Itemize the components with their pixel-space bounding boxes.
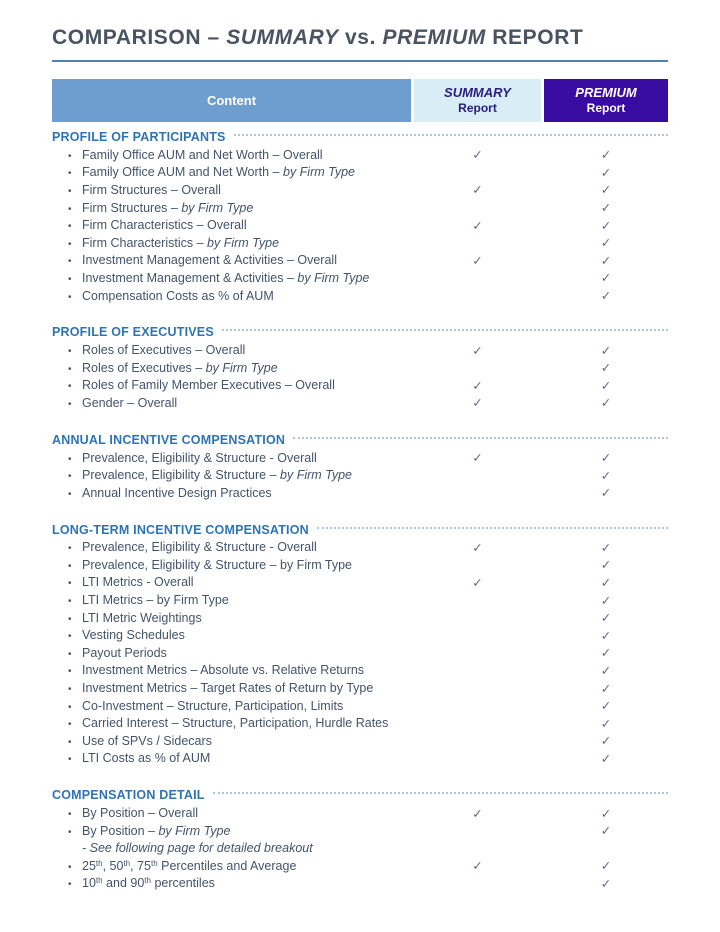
sections	[52, 128, 668, 892]
row-label	[52, 540, 411, 554]
row-text-segment: by Firm Type	[158, 823, 231, 838]
row-text-segment: Firm Structures – Overall	[82, 182, 221, 197]
row-text-segment: Co-Investment – Structure, Participation, Limits	[82, 698, 344, 713]
premium-check-cell	[544, 270, 668, 285]
checkmark-icon: ✓	[600, 574, 612, 590]
checkmark-icon: ✓	[600, 680, 612, 696]
summary-check-cell	[414, 343, 541, 358]
table-row	[52, 199, 668, 217]
premium-check-cell	[544, 681, 668, 696]
row-label	[52, 593, 411, 607]
table-row	[52, 662, 668, 680]
premium-check-cell	[544, 182, 668, 197]
row-text-segment: Use of SPVs / Sidecars	[82, 733, 212, 748]
table-row	[52, 679, 668, 697]
premium-check-cell	[544, 858, 668, 873]
premium-header-label: PREMIUM	[575, 84, 637, 100]
checkmark-icon: ✓	[600, 592, 612, 608]
table-row	[52, 574, 668, 592]
row-label	[52, 646, 411, 660]
bullet-icon: •	[68, 363, 72, 375]
row-label	[52, 165, 411, 179]
checkmark-icon: ✓	[600, 750, 612, 766]
row-label	[52, 575, 411, 589]
summary-check-cell	[414, 450, 541, 465]
column-header-content: Content	[52, 79, 411, 122]
bullet-icon: •	[68, 631, 72, 643]
section-header	[52, 128, 668, 146]
premium-check-cell	[544, 593, 668, 608]
premium-check-cell	[544, 823, 668, 838]
section-title: ANNUAL INCENTIVE COMPENSATION	[52, 432, 286, 447]
checkmark-icon: ✓	[600, 164, 612, 180]
row-label	[52, 734, 411, 748]
table-row	[52, 556, 668, 574]
row-text-segment: Annual Incentive Design Practices	[82, 485, 272, 500]
bullet-icon: •	[68, 809, 72, 821]
checkmark-icon: ✓	[600, 270, 612, 286]
row-label	[52, 361, 411, 375]
checkmark-icon: ✓	[600, 252, 612, 268]
bullet-icon: •	[68, 613, 72, 625]
checkmark-icon: ✓	[600, 823, 612, 839]
table-row	[52, 484, 668, 502]
row-label	[52, 841, 411, 855]
premium-check-cell	[544, 806, 668, 821]
checkmark-icon: ✓	[600, 715, 612, 731]
premium-check-cell	[544, 876, 668, 891]
premium-check-cell	[544, 575, 668, 590]
row-text-segment: Firm Structures –	[82, 200, 182, 215]
checkmark-icon: ✓	[600, 182, 612, 198]
row-text-segment: th	[123, 858, 131, 868]
row-label	[52, 289, 411, 303]
checkmark-icon: ✓	[600, 698, 612, 714]
checkmark-icon: ✓	[600, 875, 612, 891]
checkmark-icon: ✓	[600, 610, 612, 626]
row-text-segment: 10	[82, 876, 96, 891]
table-row	[52, 804, 668, 822]
table-row	[52, 697, 668, 715]
row-text-segment: Prevalence, Eligibility & Structure - Overall	[82, 450, 317, 465]
premium-check-cell	[544, 360, 668, 375]
summary-check-cell	[414, 253, 541, 268]
row-label	[52, 148, 411, 162]
checkmark-icon: ✓	[600, 733, 612, 749]
bullet-icon: •	[68, 543, 72, 555]
row-text-segment: Investment Management & Activities – Overall	[82, 253, 337, 268]
row-label	[52, 201, 411, 215]
premium-check-cell	[544, 165, 668, 180]
bullet-icon: •	[68, 150, 72, 162]
table-row	[52, 822, 668, 840]
dotted-leader-line	[222, 329, 668, 331]
dotted-leader-line	[293, 437, 668, 439]
row-text-segment: , 50	[102, 858, 124, 873]
table-row	[52, 449, 668, 467]
premium-check-cell	[544, 628, 668, 643]
table-row	[52, 359, 668, 377]
checkmark-icon: ✓	[600, 147, 612, 163]
table-row	[52, 377, 668, 395]
checkmark-icon: ✓	[472, 377, 483, 393]
bullet-icon: •	[68, 291, 72, 303]
dotted-leader-line	[213, 792, 668, 794]
row-label	[52, 468, 411, 482]
row-text-segment: Roles of Executives – Overall	[82, 343, 246, 358]
row-text-segment: Firm Characteristics – Overall	[82, 218, 247, 233]
title-part-premium: PREMIUM	[382, 26, 486, 49]
checkmark-icon: ✓	[472, 450, 483, 466]
row-text-segment: Prevalence, Eligibility & Structure - Overall	[82, 540, 317, 555]
summary-check-cell	[414, 575, 541, 590]
table-row	[52, 216, 668, 234]
premium-check-cell	[544, 147, 668, 162]
table-row	[52, 146, 668, 164]
table-row	[52, 732, 668, 750]
row-label	[52, 824, 411, 838]
row-label	[52, 611, 411, 625]
bullet-icon: •	[68, 719, 72, 731]
table-row	[52, 609, 668, 627]
checkmark-icon: ✓	[600, 342, 612, 358]
row-label	[52, 378, 411, 392]
bullet-icon: •	[68, 560, 72, 572]
checkmark-icon: ✓	[472, 858, 483, 874]
row-text-segment: th	[95, 876, 103, 886]
row-label	[52, 253, 411, 267]
checkmark-icon: ✓	[600, 805, 612, 821]
table-row	[52, 591, 668, 609]
bullet-icon: •	[68, 754, 72, 766]
premium-check-cell	[544, 698, 668, 713]
premium-check-cell	[544, 450, 668, 465]
summary-header-sublabel: Report	[458, 101, 497, 116]
bullet-icon: •	[68, 453, 72, 465]
bullet-icon: •	[68, 381, 72, 393]
table-row	[52, 875, 668, 893]
table-row	[52, 269, 668, 287]
row-text-segment: by Firm Type	[283, 165, 355, 180]
row-text-segment: percentiles	[150, 876, 215, 891]
bullet-icon: •	[68, 203, 72, 215]
checkmark-icon: ✓	[600, 627, 612, 643]
bullet-icon: •	[68, 701, 72, 713]
row-text-segment: Prevalence, Eligibility & Structure – by Firm Type	[82, 557, 353, 572]
row-text-segment: By Position – Overall	[82, 806, 199, 821]
checkmark-icon: ✓	[472, 252, 483, 268]
table-row	[52, 234, 668, 252]
table-row	[52, 394, 668, 412]
row-label	[52, 486, 411, 500]
bullet-icon: •	[68, 648, 72, 660]
bullet-icon: •	[68, 578, 72, 590]
title-underline	[52, 60, 668, 62]
row-label	[52, 681, 411, 695]
row-text-segment: by Firm Type	[297, 270, 370, 285]
row-label	[52, 236, 411, 250]
row-label	[52, 558, 411, 572]
row-label	[52, 218, 411, 232]
row-text-segment: LTI Metrics – by Firm Type	[82, 593, 229, 608]
section-header	[52, 521, 668, 539]
table-row	[52, 539, 668, 557]
row-text-segment: , 75	[130, 858, 151, 873]
summary-check-cell	[414, 858, 541, 873]
row-text-segment: Firm Characteristics –	[82, 235, 208, 250]
row-label	[52, 343, 411, 357]
table-row	[52, 164, 668, 182]
premium-check-cell	[544, 200, 668, 215]
bullet-icon: •	[68, 666, 72, 678]
summary-check-cell	[414, 806, 541, 821]
section-title: PROFILE OF PARTICIPANTS	[52, 130, 226, 144]
bullet-icon: •	[68, 168, 72, 180]
checkmark-icon: ✓	[472, 342, 483, 358]
table-row	[52, 252, 668, 270]
premium-check-cell	[544, 645, 668, 660]
table-row	[52, 466, 668, 484]
row-text-segment: Vesting Schedules	[82, 628, 185, 643]
summary-check-cell	[414, 218, 541, 233]
checkmark-icon: ✓	[600, 395, 612, 411]
checkmark-icon: ✓	[600, 217, 612, 233]
row-text-segment: Prevalence, Eligibility & Structure –	[82, 468, 281, 483]
bullet-icon: •	[68, 488, 72, 500]
section	[52, 431, 668, 502]
premium-check-cell	[544, 751, 668, 766]
checkmark-icon: ✓	[472, 539, 483, 555]
premium-check-cell	[544, 557, 668, 572]
row-label	[52, 751, 411, 765]
section	[52, 323, 668, 411]
checkmark-icon: ✓	[600, 450, 612, 466]
summary-header-label: SUMMARY	[444, 84, 511, 100]
row-text-segment: Percentiles and Average	[157, 858, 297, 873]
row-label	[52, 271, 411, 285]
row-label	[52, 806, 411, 820]
premium-check-cell	[544, 716, 668, 731]
checkmark-icon: ✓	[472, 217, 483, 233]
row-text-segment: 25	[82, 858, 96, 873]
row-text-segment: By Position –	[82, 823, 159, 838]
premium-check-cell	[544, 733, 668, 748]
row-text-segment: Payout Periods	[82, 645, 167, 660]
premium-check-cell	[544, 343, 668, 358]
row-label	[52, 699, 411, 713]
checkmark-icon: ✓	[600, 377, 612, 393]
section	[52, 128, 668, 304]
bullet-icon: •	[68, 273, 72, 285]
row-text-segment: Family Office AUM and Net Worth –	[82, 165, 283, 180]
premium-check-cell	[544, 663, 668, 678]
row-text-segment: LTI Metrics - Overall	[82, 575, 194, 590]
section-title: COMPENSATION DETAIL	[52, 788, 205, 803]
checkmark-icon: ✓	[600, 539, 612, 555]
row-text-segment: Roles of Executives –	[82, 360, 206, 375]
checkmark-icon: ✓	[472, 395, 483, 411]
premium-check-cell	[544, 235, 668, 250]
row-text-segment: - See following page for detailed breakout	[82, 841, 313, 856]
bullet-icon: •	[68, 861, 72, 873]
bullet-icon: •	[68, 826, 72, 838]
bullet-icon: •	[68, 221, 72, 233]
row-text-segment: by Firm Type	[181, 200, 254, 215]
bullet-icon: •	[68, 346, 72, 358]
title-part: REPORT	[485, 26, 584, 49]
checkmark-icon: ✓	[472, 182, 483, 198]
row-text-segment: Carried Interest – Structure, Participation, Hurdle Rates	[82, 716, 389, 731]
section-title: PROFILE OF EXECUTIVES	[52, 325, 214, 340]
row-text-segment: by Firm Type	[207, 235, 280, 250]
table-row	[52, 714, 668, 732]
summary-check-cell	[414, 182, 541, 197]
summary-check-cell	[414, 147, 541, 162]
row-text-segment: th	[144, 876, 151, 886]
checkmark-icon: ✓	[600, 235, 612, 251]
row-label	[52, 451, 411, 465]
dotted-leader-line	[317, 527, 668, 529]
row-text-segment: and 90	[102, 876, 145, 891]
table-header	[52, 79, 668, 122]
summary-check-cell	[414, 540, 541, 555]
column-header-summary	[414, 79, 541, 122]
premium-check-cell	[544, 468, 668, 483]
premium-check-cell	[544, 540, 668, 555]
dotted-leader-line	[234, 134, 668, 136]
row-label	[52, 859, 411, 873]
section-title: LONG-TERM INCENTIVE COMPENSATION	[52, 522, 309, 537]
title-part: vs.	[338, 26, 383, 49]
premium-check-cell	[544, 253, 668, 268]
row-text-segment: Investment Metrics – Absolute vs. Relative Returns	[82, 663, 365, 678]
bullet-icon: •	[68, 684, 72, 696]
checkmark-icon: ✓	[600, 858, 612, 874]
row-label	[52, 716, 411, 730]
row-text-segment: Roles of Family Member Executives – Overall	[82, 378, 335, 393]
row-text-segment: LTI Metric Weightings	[82, 610, 202, 625]
checkmark-icon: ✓	[600, 288, 612, 304]
row-text-segment: by Firm Type	[205, 360, 278, 375]
row-label	[52, 183, 411, 197]
row-label	[52, 663, 411, 677]
bullet-icon: •	[68, 596, 72, 608]
checkmark-icon: ✓	[600, 662, 612, 678]
row-text-segment: Gender – Overall	[82, 395, 178, 410]
title-part: COMPARISON –	[52, 26, 227, 49]
table-row	[52, 341, 668, 359]
column-header-premium	[544, 79, 668, 122]
checkmark-icon: ✓	[600, 200, 612, 216]
bullet-icon: •	[68, 256, 72, 268]
summary-check-cell	[414, 378, 541, 393]
table-row	[52, 181, 668, 199]
table-row	[52, 287, 668, 305]
section	[52, 786, 668, 892]
premium-check-cell	[544, 485, 668, 500]
row-label	[52, 396, 411, 410]
row-text-segment: LTI Costs as % of AUM	[82, 751, 211, 766]
bullet-icon: •	[68, 185, 72, 197]
row-text-segment: th	[95, 858, 103, 868]
section-header	[52, 431, 668, 449]
bullet-icon: •	[68, 471, 72, 483]
checkmark-icon: ✓	[472, 574, 483, 590]
premium-check-cell	[544, 395, 668, 410]
row-text-segment: Investment Metrics – Target Rates of Return by Type	[82, 681, 374, 696]
row-text-segment: Investment Management & Activities –	[82, 270, 298, 285]
title-part-summary: SUMMARY	[226, 26, 339, 49]
section-header	[52, 323, 668, 341]
row-text-segment: by Firm Type	[280, 468, 353, 483]
table-row	[52, 750, 668, 768]
row-label	[52, 876, 411, 890]
premium-check-cell	[544, 218, 668, 233]
section	[52, 521, 668, 768]
table-row	[52, 644, 668, 662]
table-row	[52, 857, 668, 875]
page-title	[52, 26, 668, 50]
table-row	[52, 839, 668, 857]
checkmark-icon: ✓	[472, 805, 483, 821]
row-text-segment: Family Office AUM and Net Worth – Overall	[82, 147, 323, 162]
premium-check-cell	[544, 610, 668, 625]
checkmark-icon: ✓	[600, 645, 612, 661]
bullet-icon: •	[68, 879, 72, 891]
premium-check-cell	[544, 288, 668, 303]
bullet-icon: •	[68, 398, 72, 410]
premium-check-cell	[544, 378, 668, 393]
checkmark-icon: ✓	[600, 485, 612, 501]
checkmark-icon: ✓	[600, 557, 612, 573]
summary-check-cell	[414, 395, 541, 410]
bullet-icon: •	[68, 238, 72, 250]
checkmark-icon: ✓	[600, 467, 612, 483]
bullet-icon: •	[68, 736, 72, 748]
row-label	[52, 628, 411, 642]
row-text-segment: th	[150, 858, 158, 868]
section-header	[52, 786, 668, 804]
checkmark-icon: ✓	[472, 147, 483, 163]
row-text-segment: Compensation Costs as % of AUM	[82, 288, 274, 303]
premium-header-sublabel: Report	[586, 101, 626, 116]
table-row	[52, 626, 668, 644]
checkmark-icon: ✓	[600, 360, 612, 376]
